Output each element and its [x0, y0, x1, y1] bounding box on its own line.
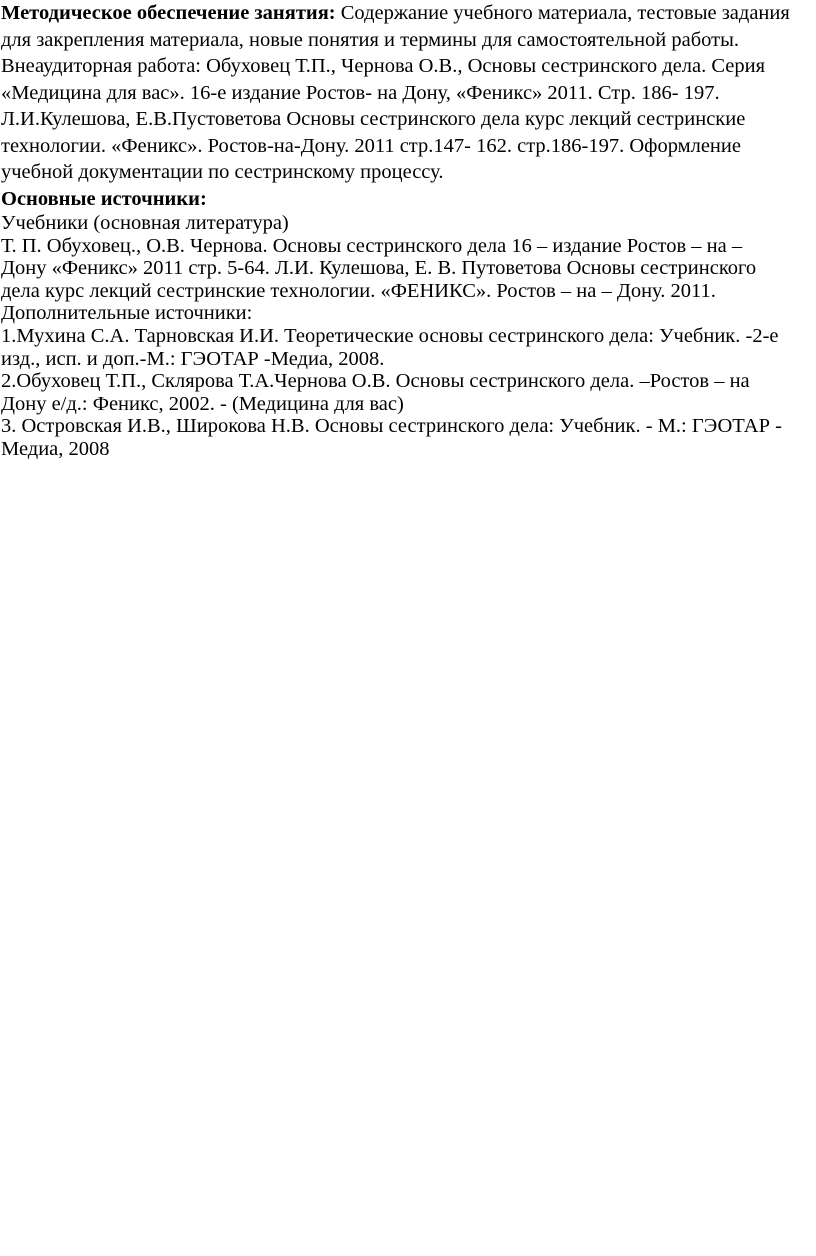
additional-sources-label: Дополнительные источники: — [1, 302, 253, 325]
sources-line: Учебники (основная литература) — [1, 212, 289, 234]
sources-line: Дону е/д.: Феникс, 2002. - (Медицина для вас) — [1, 392, 404, 415]
intro-line-3: Внеаудиторная работа: Обуховец Т.П., Чернова О.В., Основы сестринского дела. Серия — [1, 55, 766, 77]
methodical-support-label: Методическое обеспечение занятия: — [1, 2, 336, 24]
intro-line-5: Л.И.Кулешова, Е.В.Пустоветова Основы сестринского дела курс лекций сестринские — [1, 108, 746, 130]
main-sources-heading: Основные источники: — [1, 188, 207, 210]
sources-list — [1, 212, 813, 461]
sources-line: 3. Островская И.В., Широкова Н.В. Основы сестринского дела: Учебник. - М.: ГЭОТАР - — [1, 415, 782, 438]
methodical-support-paragraph — [1, 0, 813, 186]
intro-line-1-text: Содержание учебного материала, тестовые задания — [335, 2, 790, 24]
sources-line: дела курс лекций сестринские технологии. «ФЕНИКС». Ростов – на – Дону. 2011. — [1, 279, 716, 302]
sources-line: Дону «Феникс» 2011 стр. 5-64. Л.И. Кулешова, Е. В. Путоветова Основы сестринского — [1, 257, 757, 280]
sources-line: Т. П. Обуховец., О.В. Чернова. Основы сестринского дела 16 – издание Ростов – на – — [1, 234, 743, 257]
intro-line-6: технологии. «Феникс». Ростов-на-Дону. 2011 стр.147- 162. стр.186-197. Оформление — [1, 134, 741, 157]
sources-line: Медиа, 2008 — [1, 437, 110, 460]
sources-line: 2.Обуховец Т.П., Склярова Т.А.Чернова О.В. Основы сестринского дела. –Ростов – на — [1, 370, 750, 393]
intro-line-4: «Медицина для вас». 16-е издание Ростов- на Дону, «Феникс» 2011. Стр. 186- 197. — [1, 81, 720, 104]
sources-line: изд., исп. и доп.-М.: ГЭОТАР -Медиа, 2008. — [1, 347, 385, 370]
intro-line-7: учебной документации по сестринскому процессу. — [1, 161, 444, 183]
intro-line-1 — [1, 0, 813, 27]
sources-line: 1.Мухина С.А. Тарновская И.И. Теоретические основы сестринского дела: Учебник. -2-е — [1, 324, 779, 347]
intro-line-2: для закрепления материала, новые понятия и термины для самостоятельной работы. — [1, 28, 739, 51]
